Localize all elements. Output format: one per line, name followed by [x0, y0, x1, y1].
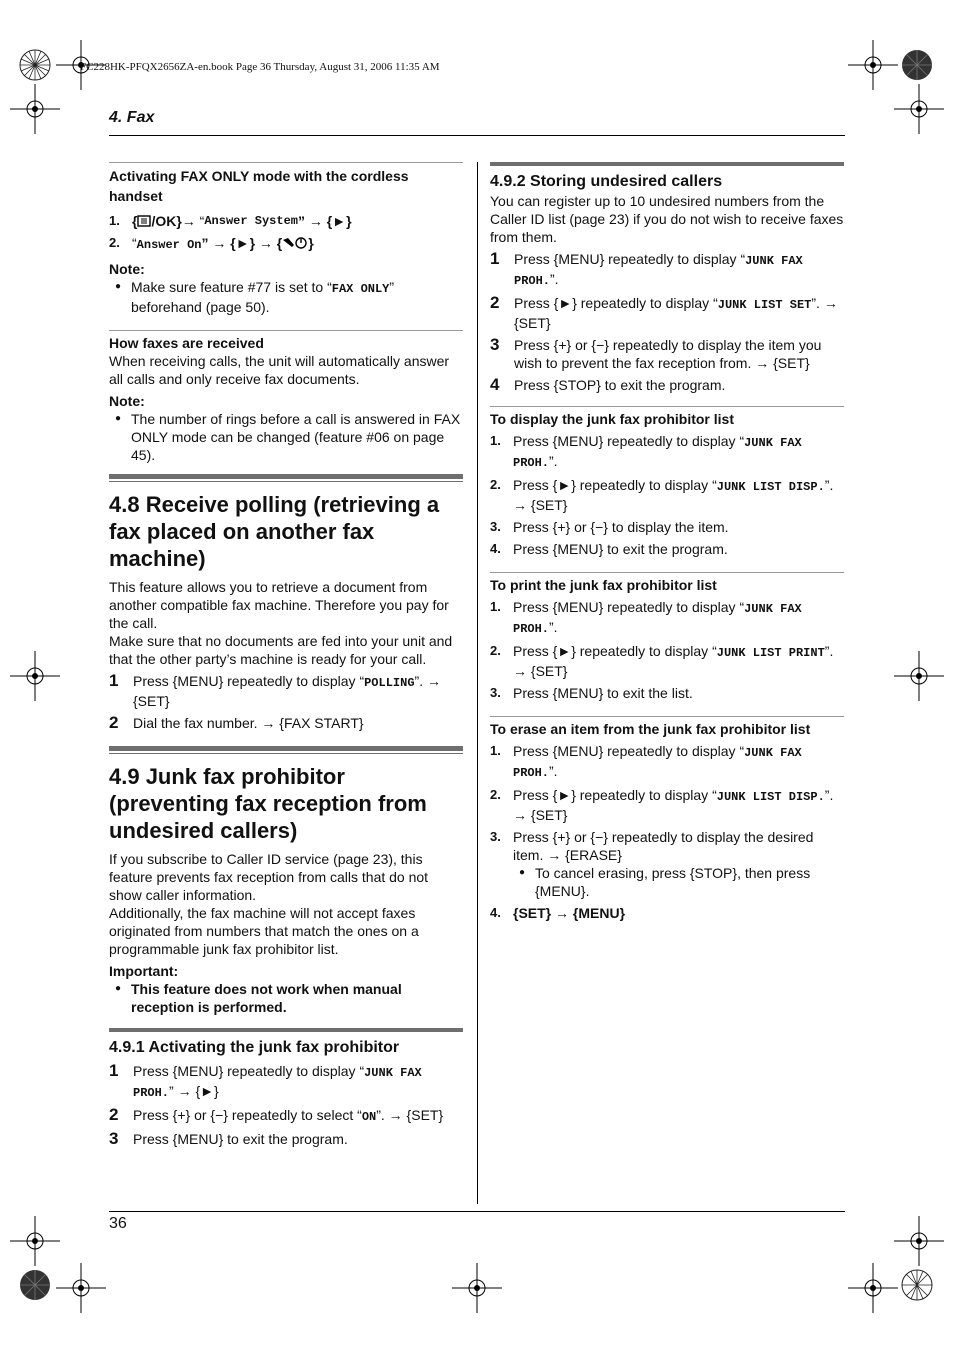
junk-p1: If you subscribe to Caller ID service (page 23), this feature prevents fax reception from calls that do not show caller information.: [109, 851, 429, 903]
important-label: Important:: [109, 963, 179, 979]
list-item: 2 Dial the fax number. → {FAX START}: [109, 713, 364, 732]
list-item: 2. Press {►} repeatedly to display “JUNK LIST DISP.”. → {SET}: [490, 787, 834, 823]
list-item: 3. Press {MENU} to exit the list.: [490, 685, 693, 701]
print-title: To print the junk fax prohibitor list: [490, 577, 717, 593]
crosshair-mark-icon: [848, 40, 898, 90]
crosshair-mark-icon: [56, 1263, 106, 1313]
junk-title: 4.9 Junk fax prohibitor (preventing fax reception from undesired callers): [109, 764, 427, 843]
note-label: Note:: [109, 261, 145, 277]
list-item: ● This feature does not work when manual reception is performed.: [115, 981, 402, 1015]
list-item: 1. Press {MENU} repeatedly to display “JUNK FAX PROH.”.: [490, 433, 802, 470]
menu-book-icon: [137, 215, 151, 227]
list-item: 1 Press {MENU} repeatedly to display “JUNK FAX PROH.”.: [490, 249, 803, 288]
how-received-body: When receiving calls, the unit will automatically answer all calls and only receive fax documents.: [109, 353, 450, 387]
list-item: ● Make sure feature #77 is set to “FAX ONLY” beforehand (page 50).: [115, 279, 395, 315]
list-item: 4. {SET} → {MENU}: [490, 905, 626, 921]
list-item: 3 Press {+} or {−} repeatedly to display the item you wish to prevent the fax reception from. → {SET}: [490, 335, 822, 371]
list-item: 1 Press {MENU} repeatedly to display “JUNK FAX PROH.” → {►}: [109, 1061, 422, 1100]
crosshair-mark-icon: [848, 1263, 898, 1313]
list-item: 1. Press {MENU} repeatedly to display “JUNK FAX PROH.”.: [490, 743, 802, 780]
polling-p2: Make sure that no documents are fed into your unit and that the other party’s machine is ready for your call.: [109, 633, 453, 667]
how-received-section: [109, 330, 463, 464]
file-info: FC228HK-PFQX2656ZA-en.book Page 36 Thursday, August 31, 2006 11:35 AM: [80, 61, 440, 73]
page-number: 36: [109, 1215, 127, 1232]
crosshair-mark-icon: [10, 651, 60, 701]
print-section: [490, 572, 844, 702]
note-label: Note:: [109, 393, 145, 409]
crosshair-mark-icon: [894, 651, 944, 701]
list-item: 2. Press {►} repeatedly to display “JUNK LIST PRINT”. → {SET}: [490, 643, 834, 679]
polling-p1: This feature allows you to retrieve a document from another compatible fax machine. Therefore you pay for the call.: [109, 579, 449, 631]
list-item: 3. Press {+} or {−} repeatedly to display the desired item. → {ERASE}: [490, 829, 814, 863]
junk-heading: [109, 746, 463, 844]
storing-intro: You can register up to 10 undesired numbers from the Caller ID list (page 23) if you do not wish to receive faxes from them.: [490, 193, 844, 245]
activating-title: 4.9.1 Activating the junk fax prohibitor: [109, 1039, 400, 1056]
bottom-rule: [109, 1211, 845, 1212]
registration-mark-icon: [18, 48, 52, 82]
erase-section: [490, 716, 844, 922]
list-item: 4. Press {MENU} to exit the program.: [490, 541, 728, 557]
list-item: 2 Press {►} repeatedly to display “JUNK LIST SET”. → {SET}: [490, 293, 838, 331]
registration-mark-icon: [900, 48, 934, 82]
list-item: ● The number of rings before a call is answered in FAX ONLY mode can be changed (feature #06 on page 45).: [115, 411, 461, 463]
storing-heading: [490, 162, 844, 192]
display-section: [490, 406, 844, 558]
list-item: 1. Press {MENU} repeatedly to display “JUNK FAX PROH.”.: [490, 599, 802, 636]
polling-title: 4.8 Receive polling (retrieving a fax placed on another fax machine): [109, 492, 440, 571]
how-received-title: How faxes are received: [109, 335, 264, 351]
registration-mark-icon: [900, 1268, 934, 1302]
list-item: ● To cancel erasing, press {STOP}, then press {MENU}.: [519, 865, 811, 899]
crosshair-mark-icon: [894, 84, 944, 134]
list-item: 2. “Answer On” → {►} → { }: [109, 235, 314, 252]
crosshair-mark-icon: [10, 84, 60, 134]
storing-title: 4.9.2 Storing undesired callers: [490, 173, 723, 190]
list-item: 2. Press {►} repeatedly to display “JUNK LIST DISP.”. → {SET}: [490, 477, 834, 513]
list-item: 3 Press {MENU} to exit the program.: [109, 1129, 348, 1148]
list-item: 3. Press {+} or {−} to display the item.: [490, 519, 729, 535]
fax-only-title: Activating FAX ONLY mode with the cordless handset: [109, 168, 409, 204]
crosshair-mark-icon: [894, 1216, 944, 1266]
list-item: 2 Press {+} or {−} repeatedly to select “ON”. → {SET}: [109, 1105, 444, 1124]
display-title: To display the junk fax prohibitor list: [490, 411, 734, 427]
registration-mark-icon: [18, 1268, 52, 1302]
erase-title: To erase an item from the junk fax prohibitor list: [490, 721, 811, 737]
top-rule: [109, 135, 845, 136]
off-hook-power-icon: [282, 236, 308, 249]
activating-heading: [109, 1028, 463, 1058]
fax-only-section: [109, 162, 463, 316]
polling-heading: [109, 474, 463, 572]
section-tag: 4. Fax: [109, 109, 155, 126]
list-item: 1 Press {MENU} repeatedly to display “POLLING”. → {SET}: [109, 671, 441, 709]
left-column: [109, 162, 463, 1148]
junk-p2: Additionally, the fax machine will not accept faxes originated from numbers that match the ones on a programmable junk fax prohibitor list.: [109, 905, 419, 957]
list-item: 4 Press {STOP} to exit the program.: [490, 375, 726, 394]
crosshair-mark-icon: [10, 1216, 60, 1266]
column-divider: [477, 162, 478, 1204]
list-item: 1. { /OK} → “ Answer System ” → {►}: [109, 213, 352, 229]
crosshair-mark-icon: [452, 1263, 502, 1313]
right-column: [490, 162, 844, 922]
